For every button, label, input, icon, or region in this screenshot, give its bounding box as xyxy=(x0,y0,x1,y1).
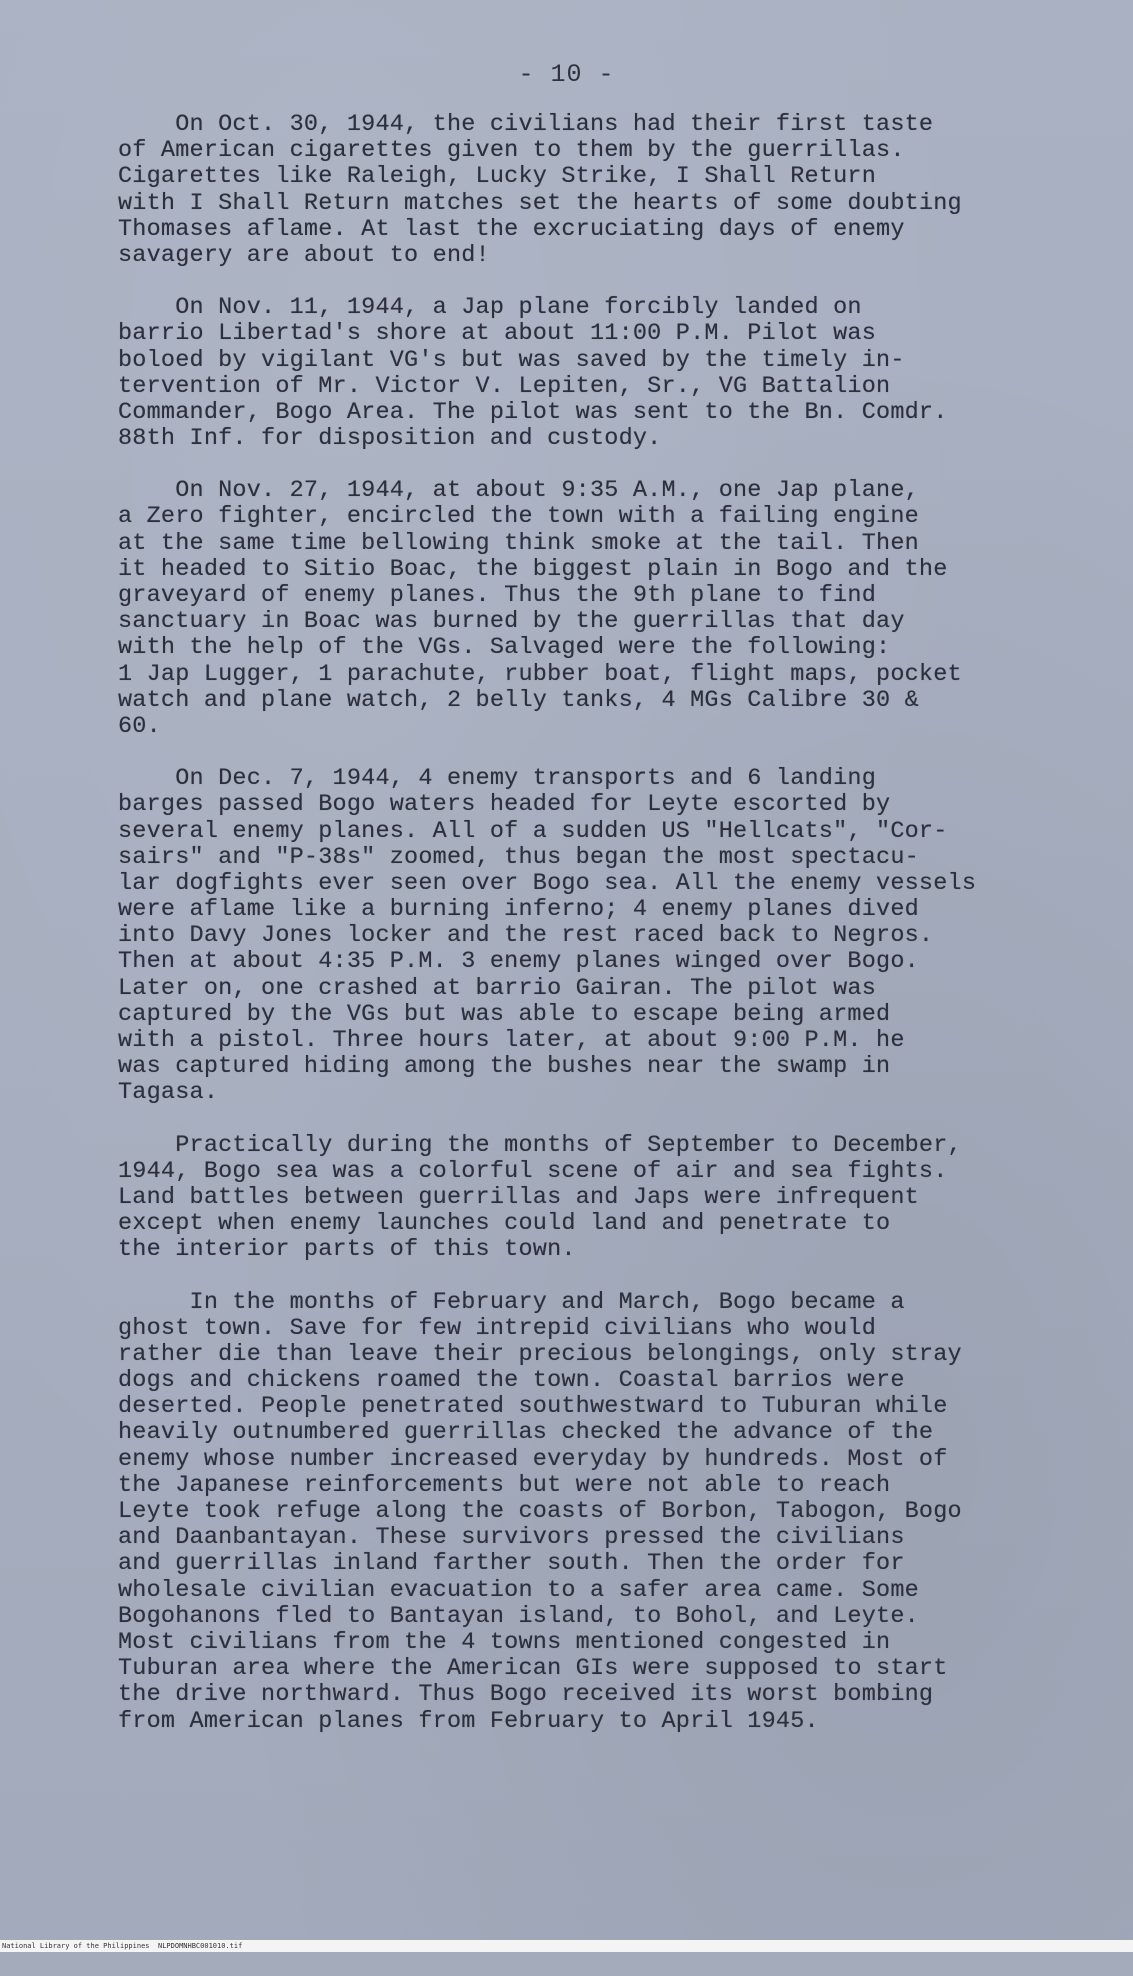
text-line: tervention of Mr. Victor V. Lepiten, Sr., VG Battalion xyxy=(118,372,891,400)
text-line: at the same time bellowing think smoke at the tail. Then xyxy=(118,529,919,557)
paragraph xyxy=(118,1290,1078,1735)
text-line: lar dogfights ever seen over Bogo sea. All the enemy vessels xyxy=(118,869,977,897)
text-line: Then at about 4:35 P.M. 3 enemy planes winged over Bogo. xyxy=(118,948,919,976)
paragraph xyxy=(118,112,1078,269)
text-line: sairs" and "P-38s" zoomed, thus began the most spectacu- xyxy=(118,843,919,871)
text-line: ghost town. Save for few intrepid civilians who would xyxy=(118,1314,877,1342)
text-line: Land battles between guerrillas and Japs were infrequent xyxy=(118,1183,919,1211)
text-line: deserted. People penetrated southwestward to Tuburan while xyxy=(118,1393,948,1421)
text-line: heavily outnumbered guerrillas checked the advance of the xyxy=(118,1419,934,1447)
text-line: several enemy planes. All of a sudden US "Hellcats", "Cor- xyxy=(118,817,948,845)
text-line: In the months of February and March, Bogo became a xyxy=(118,1288,905,1316)
text-line: except when enemy launches could land and penetrate to xyxy=(118,1210,891,1238)
text-line: On Nov. 27, 1944, at about 9:35 A.M., one Jap plane, xyxy=(118,477,919,505)
text-line: On Oct. 30, 1944, the civilians had their first taste xyxy=(118,111,934,138)
text-line: was captured hiding among the bushes near the swamp in xyxy=(118,1053,891,1081)
text-line: barges passed Bogo waters headed for Leyte escorted by xyxy=(118,791,891,819)
paragraph xyxy=(118,1133,1078,1264)
text-line: 1 Jap Lugger, 1 parachute, rubber boat, flight maps, pocket xyxy=(118,660,962,688)
text-line: On Nov. 11, 1944, a Jap plane forcibly landed on xyxy=(118,294,862,322)
paragraph xyxy=(118,478,1078,740)
paragraph xyxy=(118,766,1078,1106)
text-line: Tagasa. xyxy=(118,1079,219,1107)
text-line: 60. xyxy=(118,712,161,740)
page-number: - 10 - xyxy=(518,60,615,89)
footer-file-name: NLPDOMNHBC001010.tif xyxy=(158,1942,243,1950)
text-line: captured by the VGs but was able to escape being armed xyxy=(118,1000,891,1028)
footer-library-name: National Library of the Philippines xyxy=(2,1942,150,1950)
text-line: the interior parts of this town. xyxy=(118,1236,576,1264)
text-line: were aflame like a burning inferno; 4 enemy planes dived xyxy=(118,896,919,924)
text-line: dogs and chickens roamed the town. Coastal barrios were xyxy=(118,1367,905,1395)
text-line: boloed by vigilant VG's but was saved by the timely in- xyxy=(118,346,905,374)
text-line: Tuburan area where the American GIs were supposed to start xyxy=(118,1655,948,1683)
text-line: barrio Libertad's shore at about 11:00 P.M. Pilot was xyxy=(118,320,877,348)
paragraph xyxy=(118,295,1078,452)
text-line: of American cigarettes given to them by the guerrillas. xyxy=(118,137,905,165)
text-line: and Daanbantayan. These survivors pressed the civilians xyxy=(118,1524,905,1552)
text-line: Thomases aflame. At last the excruciating days of enemy xyxy=(118,215,905,243)
text-line: into Davy Jones locker and the rest raced back to Negros. xyxy=(118,922,934,950)
text-line: savagery are about to end! xyxy=(118,241,490,269)
text-line: from American planes from February to April 1945. xyxy=(118,1707,819,1735)
text-line: it headed to Sitio Boac, the biggest plain in Bogo and the xyxy=(118,555,948,583)
text-line: sanctuary in Boac was burned by the guerrillas that day xyxy=(118,608,905,636)
text-line: watch and plane watch, 2 belly tanks, 4 MGs Calibre 30 & xyxy=(118,686,919,714)
text-line: enemy whose number increased everyday by hundreds. Most of xyxy=(118,1445,948,1473)
text-line: with I Shall Return matches set the hearts of some doubting xyxy=(118,189,962,217)
text-line: rather die than leave their precious belongings, only stray xyxy=(118,1340,962,1368)
scan-footer xyxy=(0,1940,1133,1952)
text-line: and guerrillas inland farther south. Then the order for xyxy=(118,1550,905,1578)
text-line: On Dec. 7, 1944, 4 enemy transports and 6 landing xyxy=(118,765,877,793)
text-line: Later on, one crashed at barrio Gairan. The pilot was xyxy=(118,974,877,1002)
text-line: a Zero fighter, encircled the town with a failing engine xyxy=(118,503,919,531)
text-line: with a pistol. Three hours later, at about 9:00 P.M. he xyxy=(118,1027,905,1054)
text-line: graveyard of enemy planes. Thus the 9th plane to find xyxy=(118,582,877,609)
text-line: Bogohanons fled to Bantayan island, to Bohol, and Leyte. xyxy=(118,1602,919,1630)
text-line: Leyte took refuge along the coasts of Borbon, Tabogon, Bogo xyxy=(118,1498,962,1525)
text-line: Cigarettes like Raleigh, Lucky Strike, I Shall Return xyxy=(118,163,877,191)
text-line: with the help of the VGs. Salvaged were the following: xyxy=(118,634,891,662)
text-line: wholesale civilian evacuation to a safer area came. Some xyxy=(118,1576,919,1604)
text-line: the Japanese reinforcements but were not able to reach xyxy=(118,1471,891,1499)
text-line: the drive northward. Thus Bogo received its worst bombing xyxy=(118,1681,934,1709)
text-line: 88th Inf. for disposition and custody. xyxy=(118,425,662,453)
document-body xyxy=(118,112,1078,1761)
text-line: Commander, Bogo Area. The pilot was sent to the Bn. Comdr. xyxy=(118,398,948,426)
text-line: Practically during the months of September to December, xyxy=(118,1131,962,1159)
text-line: 1944, Bogo sea was a colorful scene of air and sea fights. xyxy=(118,1157,948,1185)
text-line: Most civilians from the 4 towns mentioned congested in xyxy=(118,1628,891,1656)
